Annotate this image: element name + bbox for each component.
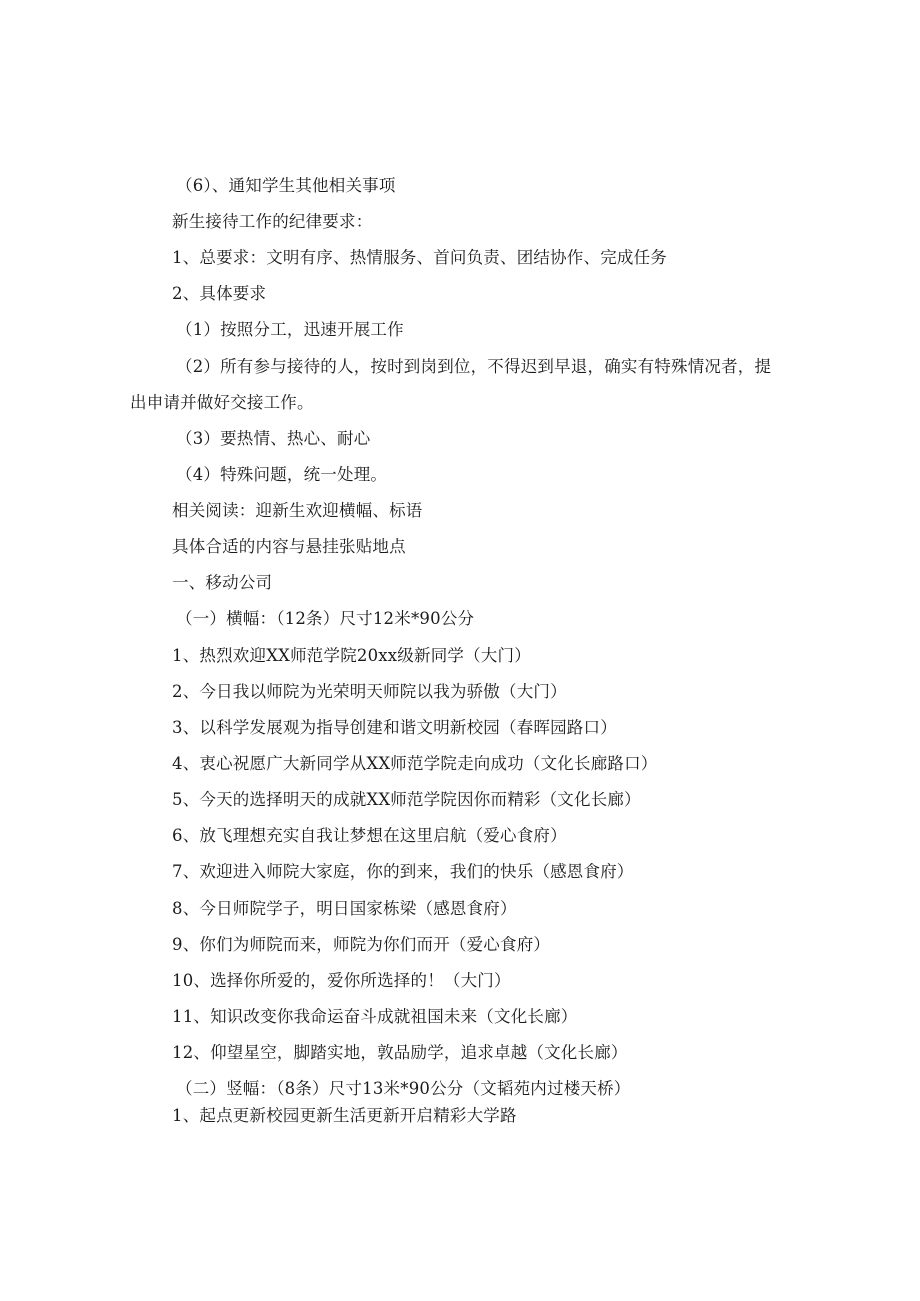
text-line: （3）要热情、热心、耐心 [176, 429, 371, 448]
text-line: 1、总要求：文明有序、热情服务、首问负责、团结协作、完成任务 [172, 248, 667, 267]
text-line: 7、欢迎进入师院大家庭，你的到来，我们的快乐（感恩食府） [172, 862, 634, 881]
text-line: 出申请并做好交接工作。 [130, 393, 314, 412]
text-line: 相关阅读：迎新生欢迎横幅、标语 [172, 501, 423, 520]
text-line: （1）按照分工，迅速开展工作 [176, 320, 404, 339]
text-line: （一）横幅：（12条）尺寸12米*90公分 [176, 609, 475, 628]
text-line: 1、起点更新校园更新生活更新开启精彩大学路 [172, 1106, 517, 1125]
text-line: （2）所有参与接待的人，按时到岗到位，不得迟到早退，确实有特殊情况者，提 [176, 357, 772, 376]
text-line: （二）竖幅：（8条）尺寸13米*90公分（文韬苑内过楼天桥） [176, 1079, 631, 1098]
text-line: 12、仰望星空，脚踏实地，敦品励学，追求卓越（文化长廊） [172, 1043, 628, 1062]
text-line: 2、今日我以师院为光荣明天师院以我为骄傲（大门） [172, 682, 567, 701]
text-line: 3、以科学发展观为指导创建和谐文明新校园（春晖园路口） [172, 718, 617, 737]
text-line: 11、知识改变你我命运奋斗成就祖国未来（文化长廊） [172, 1007, 578, 1026]
text-line: 4、衷心祝愿广大新同学从XX师范学院走向成功（文化长廊路口） [172, 754, 658, 773]
text-line: 10、选择你所爱的，爱你所选择的！（大门） [172, 971, 511, 990]
text-line: 9、你们为师院而来，师院为你们而开（爱心食府） [172, 935, 551, 954]
text-line: 新生接待工作的纪律要求： [172, 212, 373, 231]
text-line: 8、今日师院学子，明日国家栋梁（感恩食府） [172, 899, 517, 918]
text-line: 5、今天的选择明天的成就XX师范学院因你而精彩（文化长廊） [172, 790, 641, 809]
text-line: 一、移动公司 [172, 573, 273, 592]
text-line: （6）、通知学生其他相关事项 [176, 176, 396, 195]
text-line: （4）特殊问题，统一处理。 [176, 465, 388, 484]
text-line: 1、热烈欢迎XX师范学院20xx级新同学（大门） [172, 646, 531, 665]
text-line: 具体合适的内容与悬挂张贴地点 [172, 537, 406, 556]
text-line: 2、具体要求 [172, 284, 267, 303]
text-line: 6、放飞理想充实自我让梦想在这里启航（爱心食府） [172, 826, 567, 845]
